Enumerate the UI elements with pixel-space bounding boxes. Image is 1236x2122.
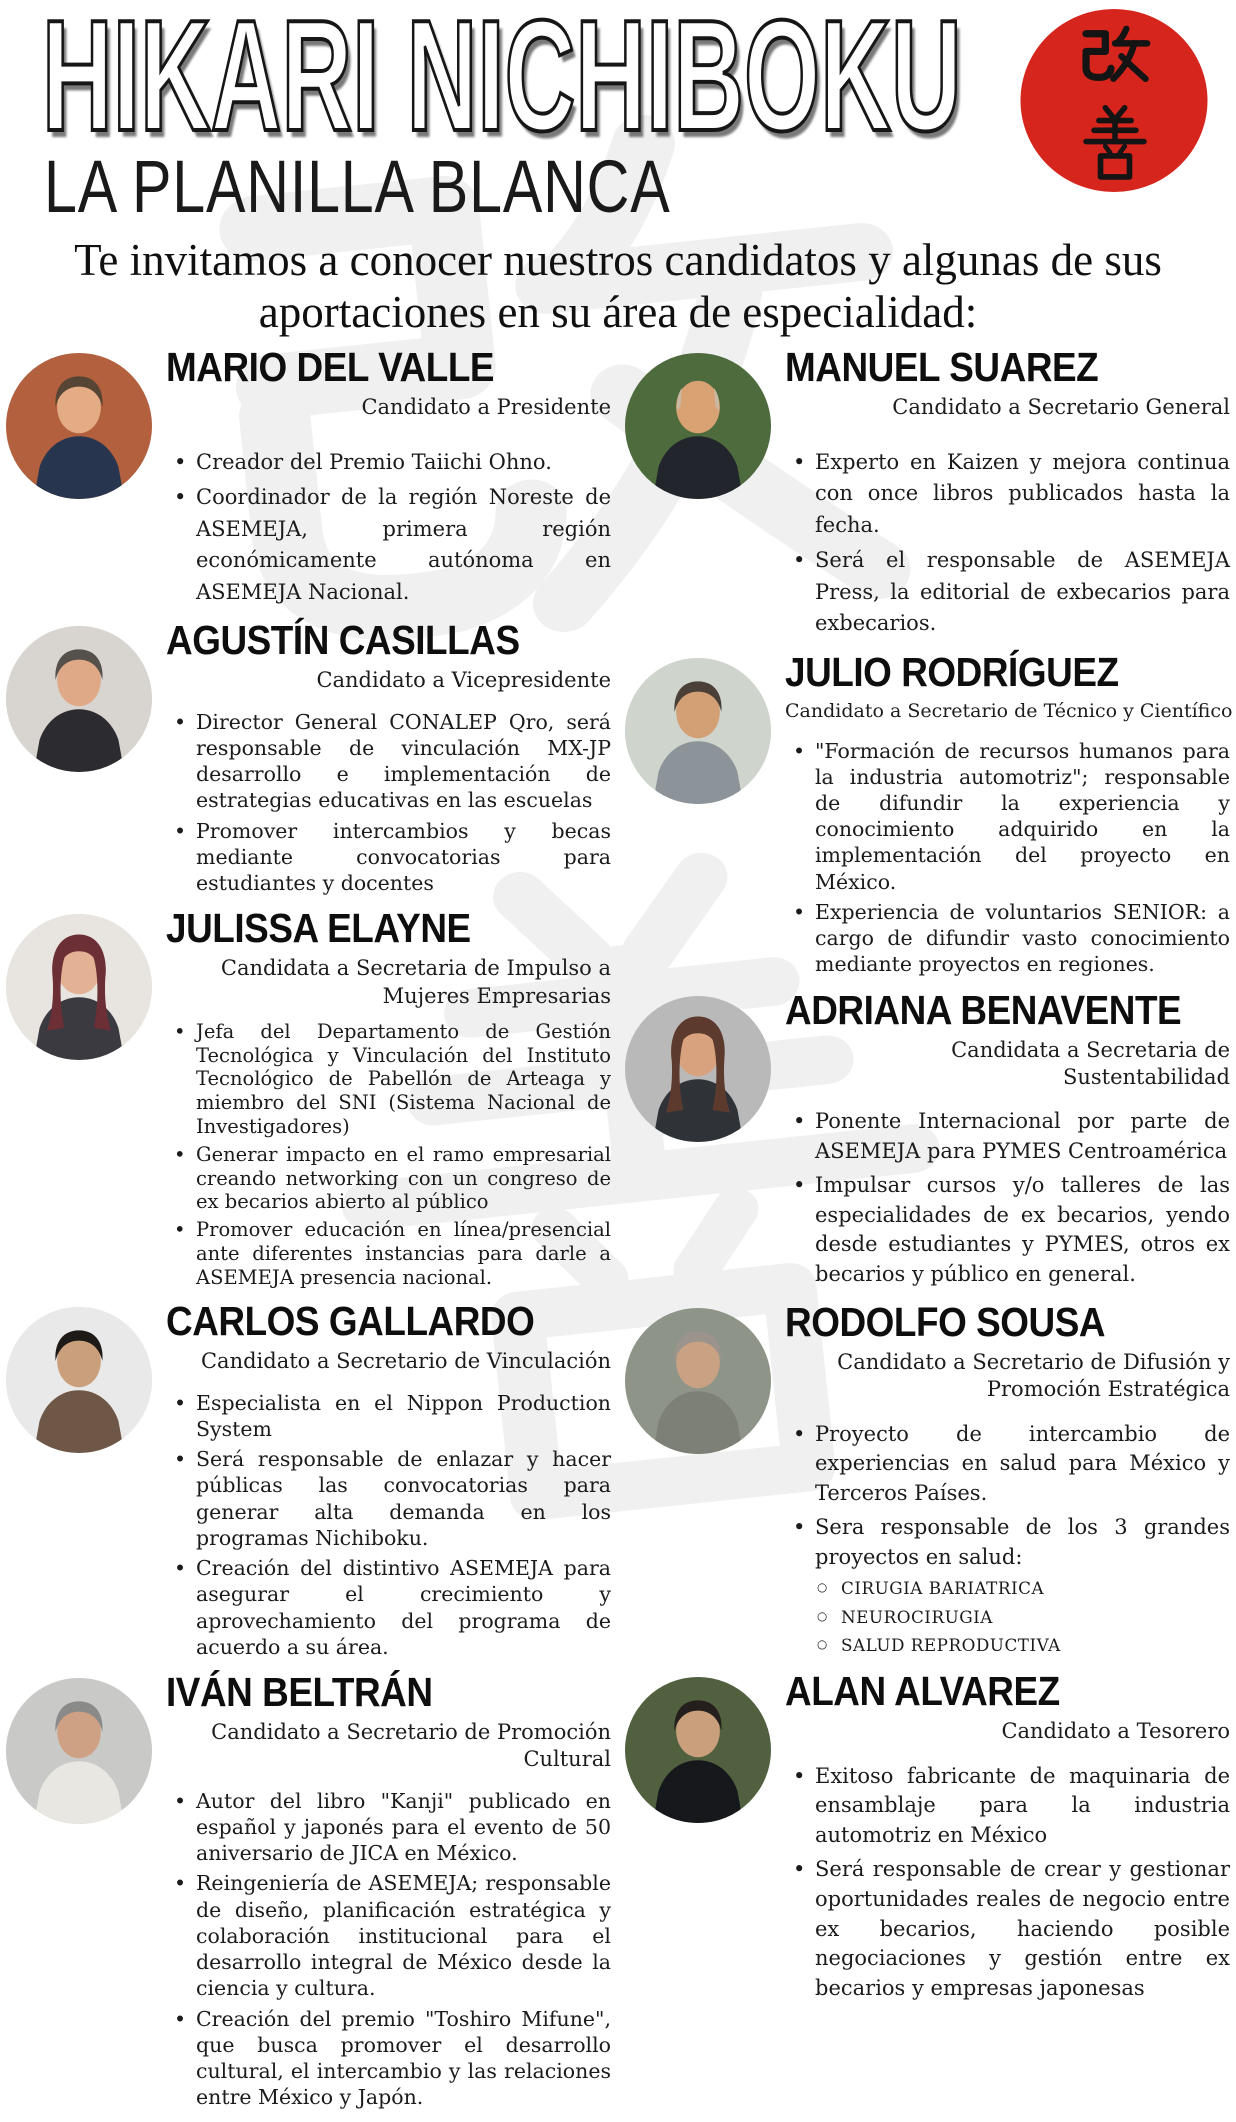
candidate-role: Candidato a Presidente bbox=[361, 394, 611, 419]
candidate-info bbox=[771, 986, 1230, 1294]
candidate-info bbox=[152, 343, 611, 613]
candidate-photo bbox=[625, 1677, 771, 1823]
candidate-info bbox=[152, 1669, 611, 2114]
bullet-item: • Será responsable de enlazar y hacer públicas las convocatorias para generar alta demanda en los programas Nichiboku. bbox=[166, 1446, 611, 1551]
bullet-item: • Director General CONALEP Qro, será responsable de vinculación MX-JP desarrollo e implementación de estrategias educativas en las escuelas bbox=[166, 709, 611, 814]
bullet-item: • Será responsable de crear y gestionar oportunidades reales de negocio entre ex becarios, haciendo posible negociaciones y gestión entre ex becarios y empresas japonesas bbox=[785, 1855, 1230, 2004]
candidate-role: Candidato a Secretario de Difusión y Promoción Estratégica bbox=[837, 1350, 1230, 1402]
bullet-item: • Sera responsable de los 3 grandes proyectos en salud: bbox=[785, 1513, 1230, 1573]
bullet-item: • Autor del libro "Kanji" publicado en español y japonés para el evento de 50 aniversario de JICA en México. bbox=[166, 1788, 611, 1867]
poster-title: HIKARI NICHIBOKU bbox=[42, 0, 962, 164]
candidate-name: JULIO RODRÍGUEZ bbox=[785, 648, 1119, 695]
bullet-item: • Jefa del Departamento de Gestión Tecnológica y Vinculación del Instituto Tecnológico de Pabellón de Arteaga y miembro del SNI (Sistema Nacional de Investigadores) bbox=[166, 1020, 611, 1139]
bullet-item: • Proyecto de intercambio de experiencias en salud para México y Terceros Países. bbox=[785, 1420, 1230, 1509]
candidate-name: MARIO DEL VALLE bbox=[166, 343, 495, 390]
candidate-bullets bbox=[785, 447, 1230, 640]
person-photo-placeholder bbox=[625, 658, 771, 804]
bullet-item: • Promover educación en línea/presencial ante diferentes instancias para darle a ASEMEJA presencia nacional. bbox=[166, 1218, 611, 1289]
candidate-name: MANUEL SUAREZ bbox=[785, 343, 1099, 390]
candidate-photo bbox=[6, 1678, 152, 1824]
candidate-card-rodolfo-sousa bbox=[625, 1299, 1230, 1663]
intro-line-1: Te invitamos a conocer nuestros candidatos y algunas de sus bbox=[74, 235, 1162, 286]
candidate-bullets bbox=[785, 1762, 1230, 2005]
candidate-card-julissa-elayne bbox=[6, 905, 611, 1293]
person-photo-placeholder bbox=[6, 1678, 152, 1824]
candidate-photo bbox=[625, 1308, 771, 1454]
candidate-role: Candidata a Secretaria de Sustentabilidad bbox=[951, 1037, 1230, 1089]
person-photo-placeholder bbox=[6, 353, 152, 499]
candidate-card-carlos-gallardo bbox=[6, 1298, 611, 1664]
candidate-bullets bbox=[166, 709, 611, 897]
candidate-name: ALAN ALVAREZ bbox=[785, 1668, 1060, 1715]
sub-bullet-item: ○ CIRUGIA BARIATRICA bbox=[785, 1577, 1230, 1601]
candidate-name: CARLOS GALLARDO bbox=[166, 1298, 535, 1345]
intro-line-2: aportaciones en su área de especialidad: bbox=[258, 287, 978, 338]
bullet-item: • Experiencia de voluntarios SENIOR: a cargo de difundir vasto conocimiento mediante proyectos en regiones. bbox=[785, 899, 1230, 978]
candidate-card-julio-rodriguez bbox=[625, 648, 1233, 982]
candidate-bullets bbox=[785, 738, 1230, 978]
bullet-item: • Especialista en el Nippon Production System bbox=[166, 1390, 611, 1442]
candidate-card-ivan-beltran bbox=[6, 1669, 611, 2114]
candidate-role: Candidato a Tesorero bbox=[1001, 1719, 1230, 1744]
intro-text bbox=[0, 234, 1236, 338]
candidate-columns bbox=[0, 339, 1236, 2122]
candidate-role: Candidata a Secretaria de Impulso a Mujeres Empresarias bbox=[220, 956, 611, 1008]
bullet-item: • Generar impacto en el ramo empresarial creando networking con un congreso de ex becarios abierto al público bbox=[166, 1143, 611, 1214]
candidate-role: Candidato a Secretario de Vinculación bbox=[200, 1349, 611, 1374]
bullet-item: • Coordinador de la región Noreste de ASEMEJA, primera región económicamente autónoma en ASEMEJA Nacional. bbox=[166, 482, 611, 608]
bullet-item: • Será el responsable de ASEMEJA Press, la editorial de exbecarios para exbecarios. bbox=[785, 545, 1230, 640]
candidate-photo bbox=[625, 996, 771, 1142]
left-column bbox=[6, 343, 611, 2122]
candidate-bullets bbox=[785, 1420, 1230, 1659]
candidate-card-agustin-casillas bbox=[6, 617, 611, 900]
person-photo-placeholder bbox=[6, 1307, 152, 1453]
bullet-item: • Ponente Internacional por parte de ASEMEJA para PYMES Centroamérica bbox=[785, 1107, 1230, 1167]
candidate-info bbox=[771, 343, 1230, 644]
bullet-item: • Creación del distintivo ASEMEJA para asegurar el crecimiento y aprovechamiento del programa de acuerdo a su área. bbox=[166, 1555, 611, 1660]
sub-bullet-item: ○ NEUROCIRUGIA bbox=[785, 1606, 1230, 1630]
candidate-photo bbox=[625, 353, 771, 499]
sub-bullet-item: ○ SALUD REPRODUCTIVA bbox=[785, 1634, 1230, 1658]
right-column bbox=[625, 343, 1233, 2122]
candidate-role: Candidato a Secretario de Técnico y Científico bbox=[785, 699, 1233, 722]
bullet-item: • "Formación de recursos humanos para la industria automotriz"; responsable de difundir la experiencia y conocimiento adquirido en la implementación del proyecto en México. bbox=[785, 738, 1230, 895]
candidate-photo bbox=[6, 626, 152, 772]
candidate-bullets bbox=[166, 1020, 611, 1290]
candidate-info bbox=[152, 1298, 611, 1664]
candidate-info bbox=[152, 617, 611, 900]
candidate-name: IVÁN BELTRÁN bbox=[166, 1669, 433, 1716]
person-photo-placeholder bbox=[625, 1308, 771, 1454]
person-photo-placeholder bbox=[625, 996, 771, 1142]
candidate-card-mario-del-valle bbox=[6, 343, 611, 613]
bullet-item: • Experto en Kaizen y mejora continua con once libros publicados hasta la fecha. bbox=[785, 447, 1230, 542]
candidate-name: JULISSA ELAYNE bbox=[166, 905, 471, 952]
candidate-info bbox=[771, 1668, 1230, 2008]
bullet-item: • Promover intercambios y becas mediante convocatorias para estudiantes y docentes bbox=[166, 818, 611, 897]
candidate-info bbox=[771, 648, 1233, 982]
candidate-name: AGUSTÍN CASILLAS bbox=[166, 617, 520, 664]
person-photo-placeholder bbox=[6, 914, 152, 1060]
bullet-item: • Reingeniería de ASEMEJA; responsable de diseño, planificación estratégica y colaboración institucional para el desarrollo integral de México desde la ciencia y cultura. bbox=[166, 1870, 611, 2001]
person-photo-placeholder bbox=[6, 626, 152, 772]
bullet-item: • Creación del premio "Toshiro Mifune", que busca promover el desarrollo cultural, el intercambio y las relaciones entre México y Japón. bbox=[166, 2006, 611, 2111]
candidate-role: Candidato a Secretario de Promoción Cultural bbox=[211, 1720, 611, 1772]
candidate-photo bbox=[6, 1307, 152, 1453]
candidate-photo bbox=[625, 658, 771, 804]
candidate-name: ADRIANA BENAVENTE bbox=[785, 986, 1182, 1033]
bullet-item: • Exitoso fabricante de maquinaria de ensamblaje para la industria automotriz en México bbox=[785, 1762, 1230, 1851]
bullet-item: • Creador del Premio Taiichi Ohno. bbox=[166, 447, 611, 479]
candidate-info bbox=[152, 905, 611, 1293]
kaizen-kanji-icon bbox=[1018, 8, 1210, 194]
candidate-role: Candidato a Secretario General bbox=[892, 394, 1230, 419]
kaizen-logo bbox=[1018, 8, 1210, 194]
candidate-bullets bbox=[166, 447, 611, 609]
candidate-bullets bbox=[785, 1107, 1230, 1290]
candidate-photo bbox=[6, 353, 152, 499]
candidate-name: RODOLFO SOUSA bbox=[785, 1299, 1106, 1346]
candidate-bullets bbox=[166, 1788, 611, 2111]
candidate-card-alan-alvarez bbox=[625, 1668, 1230, 2008]
candidate-card-adriana-benavente bbox=[625, 986, 1230, 1294]
poster-subtitle: LA PLANILLA BLANCA bbox=[44, 144, 671, 228]
candidate-card-manuel-suarez bbox=[625, 343, 1230, 644]
candidate-info bbox=[771, 1299, 1230, 1663]
person-photo-placeholder bbox=[625, 353, 771, 499]
person-photo-placeholder bbox=[625, 1677, 771, 1823]
candidate-role: Candidato a Vicepresidente bbox=[316, 668, 611, 693]
candidate-photo bbox=[6, 914, 152, 1060]
candidate-bullets bbox=[166, 1390, 611, 1660]
bullet-item: • Impulsar cursos y/o talleres de las especialidades de ex becarios, yendo desde estudiantes y PYMES, otros ex becarios y público en general. bbox=[785, 1171, 1230, 1290]
